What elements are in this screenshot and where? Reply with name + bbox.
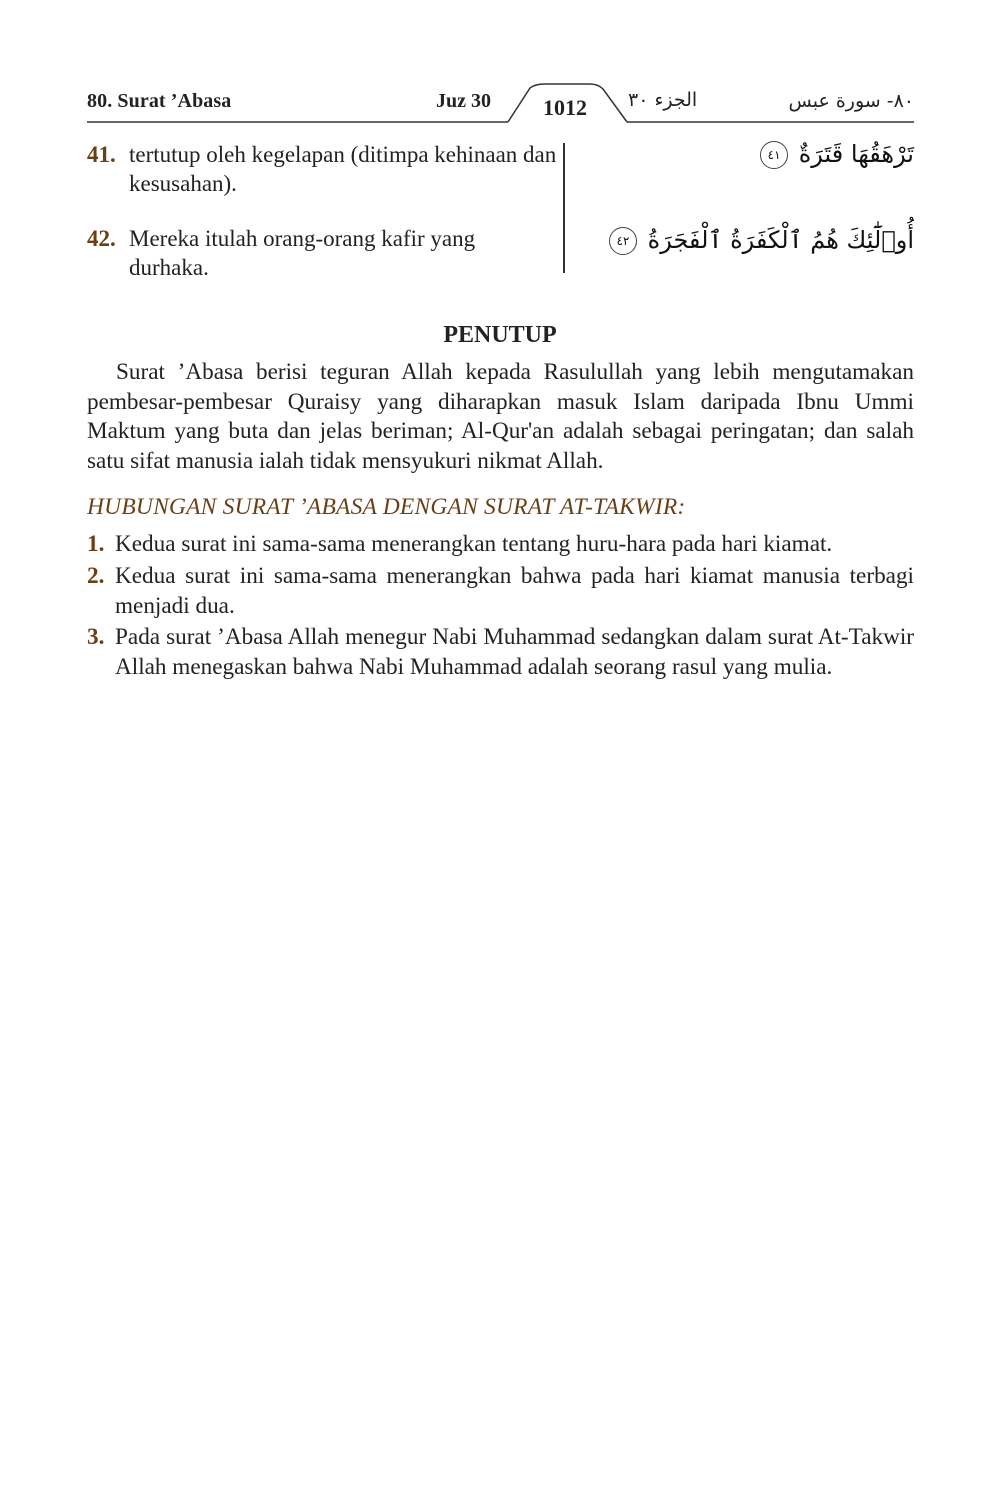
verse-translation <box>87 140 557 198</box>
arabic-text: تَرْهَقُهَا قَتَرَةٌ <box>798 140 914 168</box>
verse-text: tertutup oleh kegelapan (ditimpa kehinaan dan kesusahan). <box>129 142 557 196</box>
header-rule <box>0 0 1000 140</box>
list-number: 3. <box>87 624 105 650</box>
list-item <box>87 530 914 560</box>
closing-title: PENUTUP <box>443 322 557 348</box>
closing-paragraph: Surat ’Abasa berisi teguran Allah kepada Rasulullah yang lebih mengutamakan pembesar-pembesar Quraisy yang diharapkan masuk Islam daripada Ibnu Ummi Maktum yang buta dan jelas beriman; Al-Qur'an adalah sebagai peringatan; dan salah satu sifat manusia ialah tidak mensyukuri nikmat Allah. <box>87 359 914 474</box>
surah-label: 80. Surat ’Abasa <box>87 90 232 112</box>
arabic-text: أُو۟لَٰٓئِكَ هُمُ ٱلْكَفَرَةُ ٱلْفَجَرَةُ <box>647 226 914 254</box>
page-number: 1012 <box>543 95 587 120</box>
list-number: 2. <box>87 563 105 589</box>
surah-arabic: ٨٠- سورة عبس <box>788 90 914 112</box>
list-text: Pada surat ’Abasa Allah menegur Nabi Muhammad sedangkan dalam surat At-Takwir Allah menegaskan bahwa Nabi Muhammad adalah seorang rasul yang mulia. <box>115 624 914 680</box>
list-item <box>87 623 914 682</box>
verse-arabic <box>606 226 914 255</box>
verse-number: 42. <box>87 226 116 251</box>
list-number: 1. <box>87 531 105 557</box>
list-text: Kedua surat ini sama-sama menerangkan tentang huru-hara pada hari kiamat. <box>115 531 833 557</box>
verse-number: 41. <box>87 142 116 167</box>
relation-title: HUBUNGAN SURAT ’ABASA DENGAN SURAT AT-TAKWIR: <box>87 494 686 520</box>
verse-end-marker-icon: ٤١ <box>760 141 788 169</box>
juz-label: Juz 30 <box>436 90 491 112</box>
list-item <box>87 562 914 621</box>
list-text: Kedua surat ini sama-sama menerangkan bahwa pada hari kiamat manusia terbagi menjadi dua. <box>115 563 914 619</box>
verse-text: Mereka itulah orang-orang kafir yang durhaka. <box>129 226 476 280</box>
column-divider <box>563 143 565 273</box>
verse-translation <box>87 224 557 282</box>
verse-arabic <box>757 140 914 169</box>
juz-arabic: الجزء ٣٠ <box>628 89 698 111</box>
verse-end-marker-icon: ٤٢ <box>609 227 637 255</box>
